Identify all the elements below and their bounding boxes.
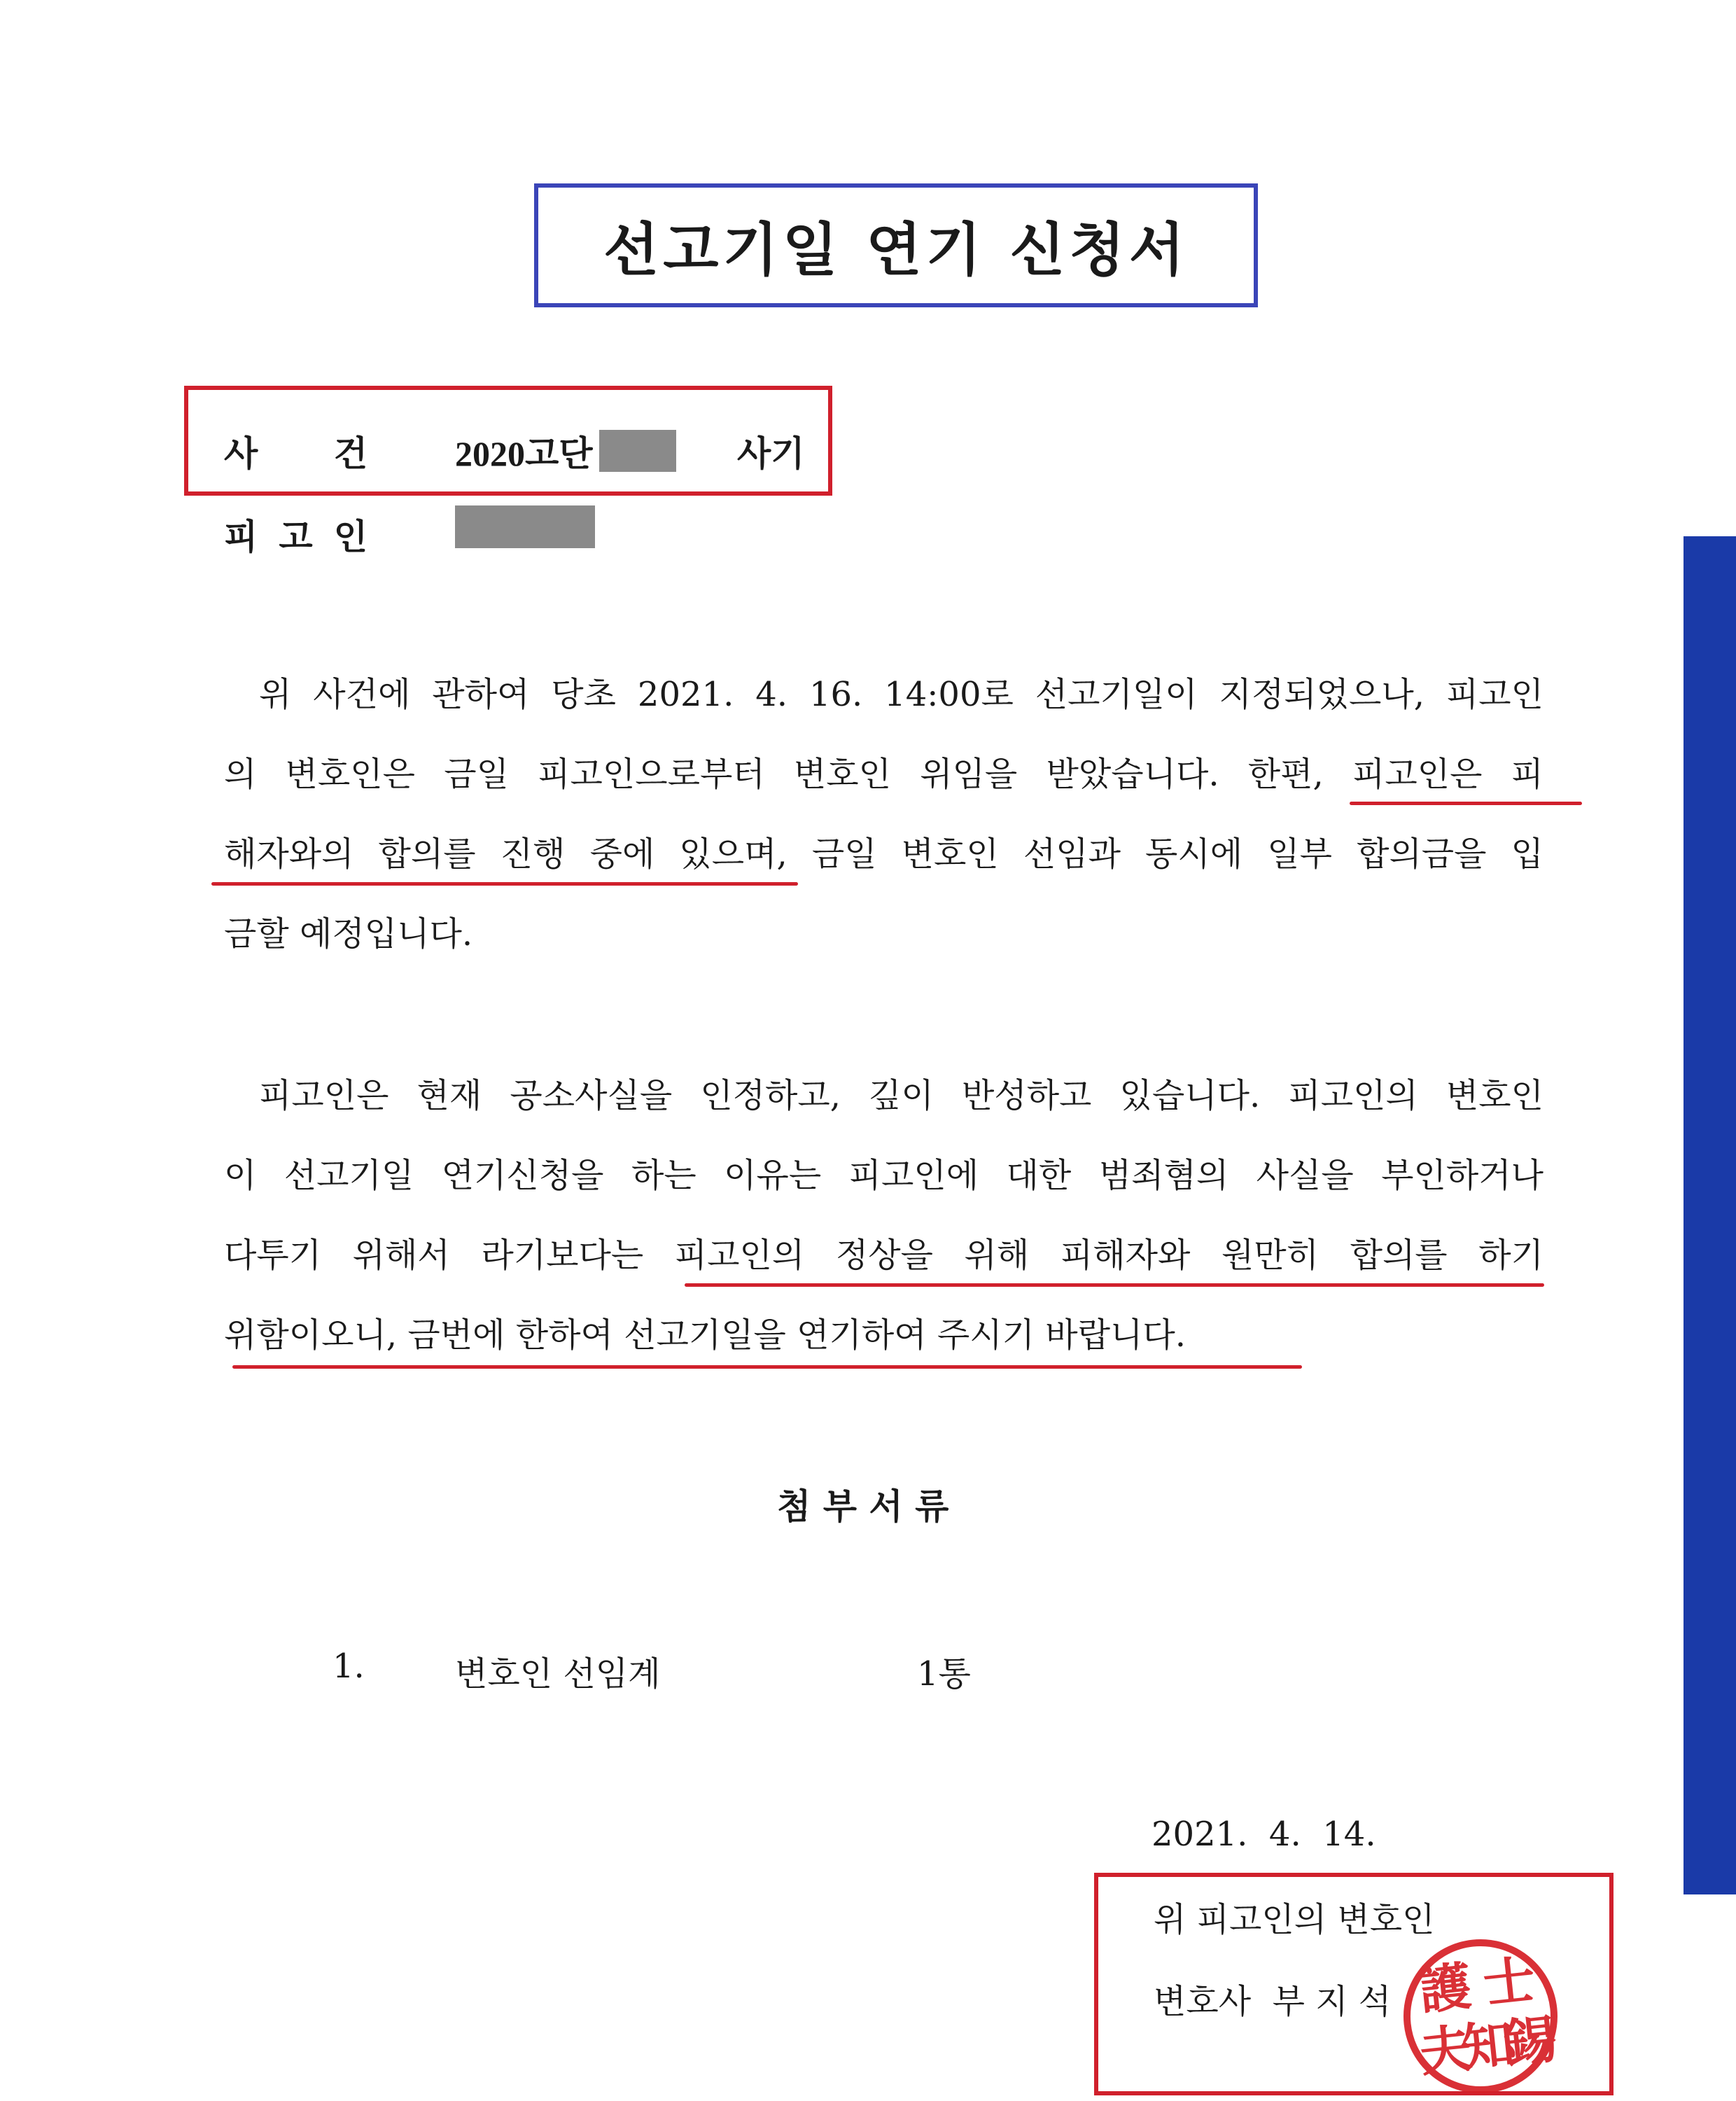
paragraph-2-line: 다투기 위해서 라기보다는 피고인의 정상을 위해 피해자와 원만히 합의를 하기 <box>224 1236 1544 1275</box>
seal-char: 夫 <box>1417 2018 1475 2084</box>
attachment-name: 변호인 선임계 <box>455 1654 661 1694</box>
attachment-quantity: 1통 <box>917 1654 971 1694</box>
highlight-underline <box>232 1365 1302 1369</box>
paragraph-2-line: 이 선고기일 연기신청을 하는 이유는 피고인에 대한 범죄혐의 사실을 부인하거나 <box>224 1156 1544 1195</box>
defendant-label: 피 고 인 <box>224 516 368 557</box>
paragraph-2-line: 피고인은 현재 공소사실을 인정하고, 깊이 반성하고 있습니다. 피고인의 변호인 <box>259 1076 1544 1115</box>
signature-role: 위 피고인의 변호인 <box>1154 1900 1435 1939</box>
filing-date: 2021. 4. 14. <box>1152 1815 1376 1854</box>
paragraph-1 <box>224 655 1544 974</box>
seal-char: 護 <box>1416 1956 1474 2022</box>
side-bar <box>1684 536 1736 1894</box>
attachment-number: 1. <box>332 1647 365 1686</box>
paragraph-1-line: 의 변호인은 금일 피고인으로부터 변호인 위임을 받았습니다. 한편, 피고인은 피 <box>224 755 1544 794</box>
title-box <box>534 183 1258 307</box>
attachments-heading: 첨 부 서 류 <box>777 1486 949 1527</box>
highlight-underline <box>211 882 798 886</box>
seal-char: 知 <box>1459 2013 1518 2079</box>
paragraph-1-line: 해자와의 합의를 진행 중에 있으며, 금일 변호인 선임과 동시에 일부 합의금을 입 <box>224 835 1544 874</box>
document-title: 선고기일 연기 신청서 <box>603 217 1189 284</box>
seal-char: 士 <box>1480 1949 1539 2016</box>
signature-name: 변호사 부 지 석 <box>1154 1982 1392 2021</box>
paragraph-1-line: 위 사건에 관하여 당초 2021. 4. 16. 14:00로 선고기일이 지정되었으나, 피고인 <box>259 675 1544 714</box>
case-type: 사기 <box>737 433 805 474</box>
case-label: 사 건 <box>224 433 368 474</box>
case-number: 2020고단 <box>455 434 593 473</box>
attachment-item <box>332 1647 1032 1696</box>
defendant-name-redaction <box>455 505 595 548</box>
case-number-redaction <box>599 430 676 472</box>
highlight-underline <box>685 1283 1544 1287</box>
paragraph-2-line: 위함이오니, 금번에 한하여 선고기일을 연기하여 주시기 바랍니다. <box>224 1315 1186 1355</box>
paragraph-1-line: 금할 예정입니다. <box>224 914 473 954</box>
highlight-underline <box>1350 802 1582 805</box>
paragraph-2 <box>224 1056 1544 1375</box>
seal-char: 錫 <box>1502 2009 1560 2075</box>
